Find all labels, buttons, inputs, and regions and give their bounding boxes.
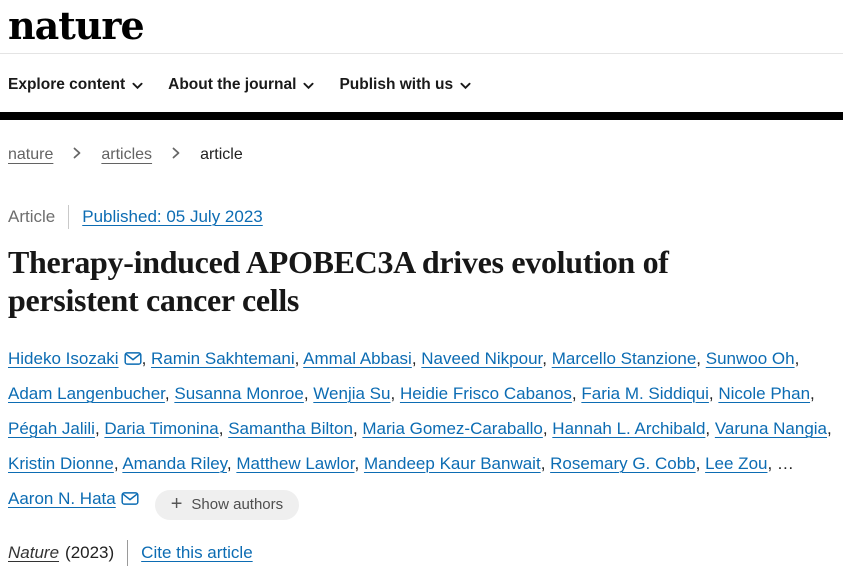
author-link[interactable]: Matthew Lawlor — [236, 454, 355, 473]
author-separator: , — [571, 384, 582, 403]
author-separator: , — [794, 349, 800, 368]
breadcrumb-item-nature[interactable]: nature — [8, 145, 54, 163]
cite-this-article-link[interactable]: Cite this article — [141, 543, 253, 562]
breadcrumb-item-article: article — [200, 145, 243, 163]
author-separator: , — [708, 384, 719, 403]
author-separator: , — [695, 454, 706, 473]
author-separator: , — [390, 384, 400, 403]
author-separator: , — [94, 419, 105, 438]
chevron-right-icon — [172, 147, 180, 159]
email-icon — [121, 492, 139, 505]
chevron-down-icon — [132, 82, 143, 90]
author-separator: , — [113, 454, 123, 473]
author-link[interactable]: Wenjia Su — [313, 384, 391, 403]
nav-item-about-the-journal[interactable] — [168, 75, 314, 94]
breadcrumb-separator — [63, 146, 91, 164]
nav-item-label: Publish with us — [339, 76, 454, 93]
nav-item-label: About the journal — [168, 76, 297, 93]
article-title: Therapy-induced APOBEC3A drives evolution of persistent cancer cells — [8, 244, 669, 318]
author-separator: , — [540, 454, 551, 473]
author-link[interactable]: Naveed Nikpour — [421, 349, 543, 368]
author-separator: , — [542, 349, 552, 368]
breadcrumb — [8, 145, 835, 164]
published-date-link[interactable]: Published: 05 July 2023 — [82, 207, 263, 226]
author-link[interactable]: Ammal Abbasi — [303, 349, 412, 368]
citation-year: (2023) — [65, 543, 115, 562]
plus-icon: + — [170, 493, 183, 515]
chevron-down-icon — [460, 82, 471, 90]
journal-link[interactable]: Nature — [8, 543, 60, 562]
email-icon — [124, 352, 142, 365]
author-link[interactable]: Nicole Phan — [718, 384, 811, 403]
author-separator: , — [354, 454, 364, 473]
author-link[interactable]: Rosemary G. Cobb — [550, 454, 696, 473]
author-link[interactable]: Hannah L. Archibald — [552, 419, 706, 438]
main-nav — [0, 54, 843, 112]
author-separator: , — [542, 419, 553, 438]
author-separator: , — [827, 419, 832, 438]
author-link[interactable]: Heidie Frisco Cabanos — [399, 384, 572, 403]
author-link[interactable]: Daria Timonina — [104, 419, 219, 438]
author-separator: , — [218, 419, 229, 438]
author-separator: , — [303, 384, 314, 403]
header-black-bar — [0, 112, 843, 120]
author-link[interactable]: Lee Zou — [705, 454, 768, 473]
author-link[interactable]: Aaron N. Hata — [8, 489, 116, 508]
author-link[interactable]: Faria M. Siddiqui — [581, 384, 709, 403]
author-separator: , — [164, 384, 175, 403]
author-separator: , — [705, 419, 715, 438]
meta-separator — [68, 205, 69, 229]
author-link[interactable]: Varuna Nangia — [714, 419, 828, 438]
author-separator: , … — [767, 454, 794, 473]
author-list — [8, 341, 835, 516]
author-link[interactable]: Maria Gomez-Caraballo — [362, 419, 543, 438]
author-link[interactable]: Pégah Jalili — [8, 419, 95, 438]
article-type-label: Article — [8, 207, 56, 226]
citation-row — [8, 540, 835, 566]
logo-row — [0, 0, 843, 49]
author-link[interactable]: Ramin Sakhtemani — [151, 349, 295, 368]
nav-item-explore-content[interactable] — [8, 75, 143, 94]
show-authors-label: Show authors — [191, 495, 284, 513]
author-link[interactable]: Susanna Monroe — [174, 384, 304, 403]
author-link[interactable]: Kristin Dionne — [8, 454, 114, 473]
author-link[interactable]: Samantha Bilton — [228, 419, 353, 438]
author-link[interactable]: Sunwoo Oh — [705, 349, 795, 368]
breadcrumb-item-articles[interactable]: articles — [101, 145, 153, 163]
author-link[interactable]: Hideko Isozaki — [8, 349, 119, 368]
author-link[interactable]: Mandeep Kaur Banwait — [363, 454, 541, 473]
article-meta — [8, 205, 835, 229]
author-link[interactable]: Amanda Riley — [122, 454, 227, 473]
chevron-right-icon — [73, 147, 81, 159]
article-page-content — [0, 145, 843, 566]
author-separator: , — [294, 349, 304, 368]
nature-logo[interactable]: nature — [8, 3, 144, 48]
author-link[interactable]: Adam Langenbucher — [8, 384, 165, 403]
author-separator: , — [411, 349, 422, 368]
chevron-down-icon — [303, 82, 314, 90]
citation-separator — [127, 540, 128, 566]
nav-item-publish-with-us[interactable] — [339, 75, 471, 94]
author-separator: , — [141, 349, 152, 368]
author-separator: , — [696, 349, 706, 368]
breadcrumb-separator — [162, 146, 190, 164]
author-separator: , — [810, 384, 815, 403]
nav-item-label: Explore content — [8, 76, 126, 93]
show-authors-button[interactable] — [155, 490, 299, 520]
author-separator: , — [226, 454, 237, 473]
author-link[interactable]: Marcello Stanzione — [551, 349, 697, 368]
author-separator: , — [352, 419, 363, 438]
site-header — [0, 0, 843, 120]
